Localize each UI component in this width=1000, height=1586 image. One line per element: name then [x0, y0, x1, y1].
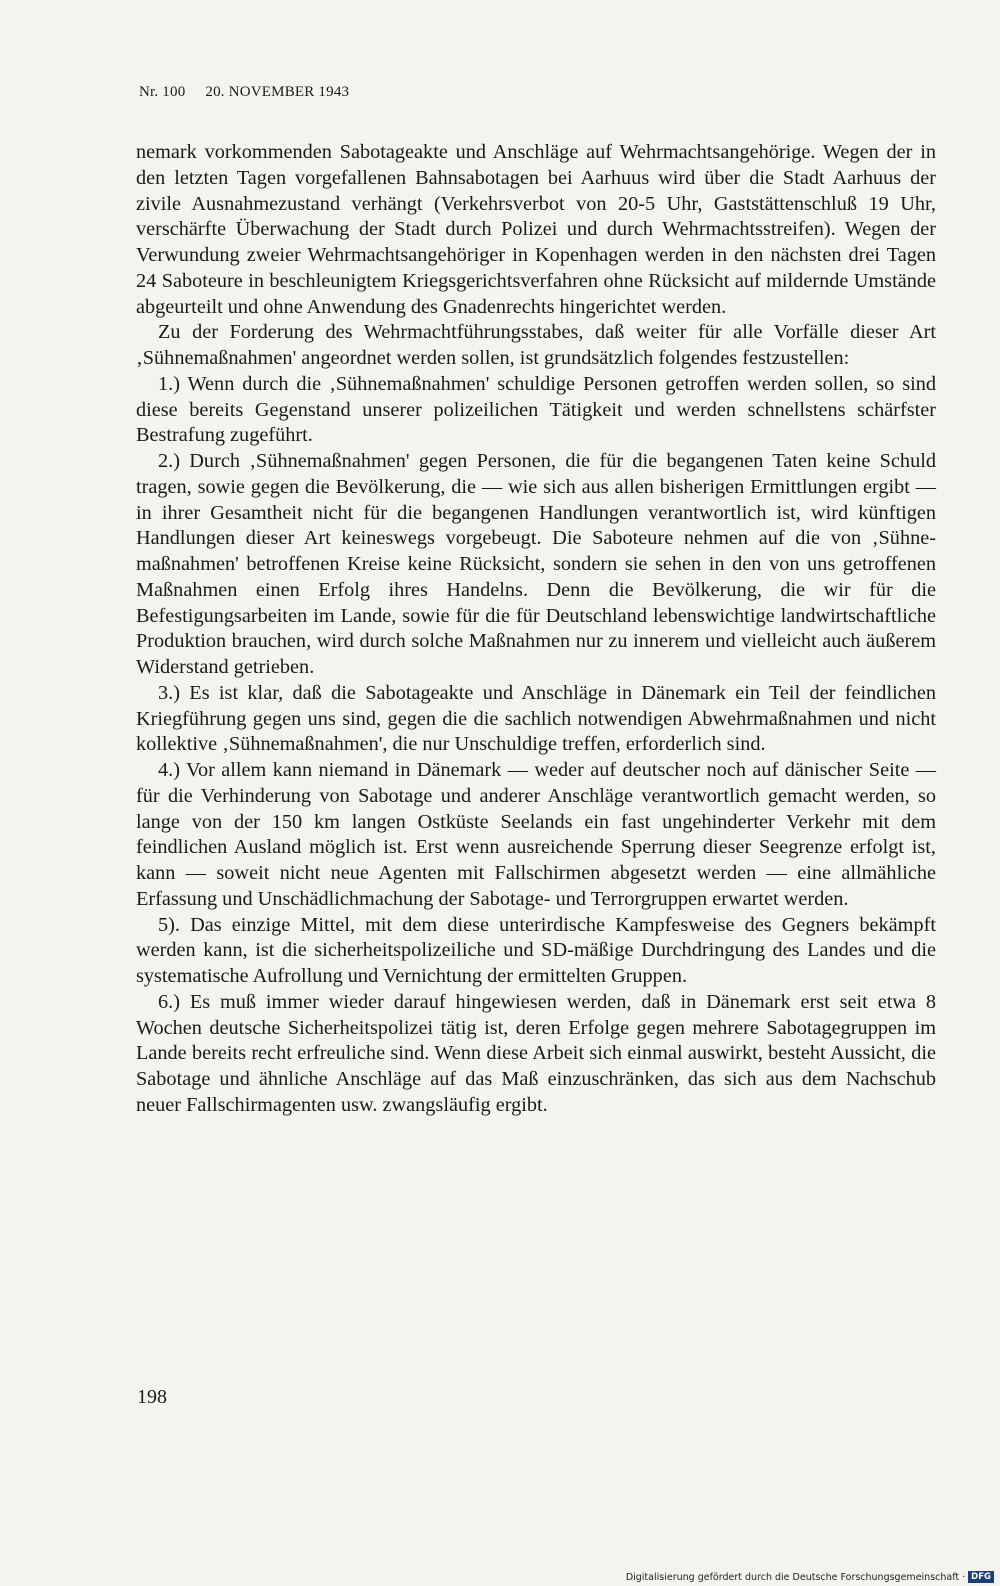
paragraph-intro: Zu der Forderung des Wehrmachtführungsstabes, daß weiter für alle Vorfälle dieser Art ‚Sühnemaßnahmen' angeordnet werden sollen, ist grundsätzlich folgendes festzustellen: [136, 321, 936, 369]
paragraph-point-1: 1.) Wenn durch die ‚Sühnemaßnahmen' schuldige Personen getroffen werden sollen, so sind diese bereits Gegenstand unserer polizeilichen Tätigkeit und werden schnellstens schärfster Bestrafung zugeführt. [136, 372, 936, 447]
dfg-logo-icon: DFG [968, 1571, 994, 1583]
paragraph-point-2: 2.) Durch ‚Sühnemaßnahmen' gegen Personen, die für die begangenen Taten keine Schuld tragen, sowie gegen die Bevölkerung, die — wie sich aus allen bisherigen Ermittlungen ergibt — in ihrer Gesamtheit nicht für die begangenen Handlungen verantwortlich ist, wird künftigen Handlungen dieser Art keineswegs vorgebeugt. Die Saboteure nehmen auf die von ‚Sühnemaßnahmen' betroffenen Kreise keine Rücksicht, sondern sie sehen in den von uns getroffenen Maßnahmen einen Erfolg ihres Handelns. Denn die Bevölkerung, die wir für die Befestigungsarbeiten im Lande, sowie für die für Deutschland lebenswichtige landwirtschaftliche Produktion brauchen, wird durch solche Maßnahmen nur zu innerem und vielleicht auch äußerem Widerstand getrieben. [136, 450, 936, 678]
page-number: 198 [137, 1386, 167, 1408]
digitization-footer [626, 1571, 994, 1583]
document-date: 20. NOVEMBER 1943 [205, 84, 350, 100]
document-number: Nr. 100 [139, 84, 186, 100]
footer-credit: Digitalisierung gefördert durch die Deutsche Forschungsgemeinschaft [625, 1571, 960, 1583]
body-text [136, 140, 936, 1119]
paragraph-point-6: 6.) Es muß immer wieder darauf hingewiesen werden, daß in Dänemark erst seit etwa 8 Wochen deutsche Sicherheitspolizei tätig ist, deren Erfolge gegen mehrere Sabotagegruppen im Lande bereits recht erfreuliche sind. Wenn diese Arbeit sich einmal auswirkt, besteht Aussicht, die Sabotage und ähnliche Anschläge auf das Maß einzuschränken, das sich aus dem Nachschub neuer Fallschirmagenten usw. zwangsläufig ergibt. [136, 990, 936, 1116]
paragraph-point-5: 5). Das einzige Mittel, mit dem diese unterirdische Kampfesweise des Gegners bekämpft werden kann, ist die sicherheitspolizeiliche und SD-mäßige Durchdringung des Landes und die systematische Aufrollung und Vernichtung der ermittelten Gruppen. [136, 913, 936, 987]
paragraph-continuation: nemark vorkommenden Sabotageakte und Anschläge auf Wehrmachtsangehörige. Wegen der in den letzten Tagen vorgefallenen Bahnsabotagen bei Aarhuus wird über die Stadt Aarhuus der zivile Ausnahmezustand verhängt (Verkehrsverbot von 20-5 Uhr, Gaststättenschluß 19 Uhr, verschärfte Überwachung der Stadt durch Polizei und durch Wehrmachtsstreifen). Wegen der Verwundung zweier Wehrmachtsangehöriger in Kopenhagen werden in den nächsten drei Tagen 24 Saboteure in beschleunigtem Kriegsgerichtsverfahren ohne Rücksicht auf mildernde Umstände abgeurteilt und ohne Anwendung des Gnadenrechts hingerichtet werden. [136, 141, 936, 318]
paragraph-point-4: 4.) Vor allem kann niemand in Dänemark — weder auf deutscher noch auf dänischer Seite — für die Verhinderung von Sabotage und anderer Anschläge verantwortlich gemacht werden, so lange von der 150 km langen Ostküste Seelands ein fast ungehinderter Verkehr mit dem feindlichen Ausland möglich ist. Erst wenn ausreichende Sperrung dieser Seegrenze erfolgt ist, kann — soweit nicht neue Agenten mit Fallschirmen abgesetzt werden — eine allmähliche Erfassung und Unschädlichmachung der Sabotage- und Terrorgruppen erwartet werden. [136, 759, 936, 910]
paragraph-point-3: 3.) Es ist klar, daß die Sabotageakte und Anschläge in Dänemark ein Teil der feindlichen Kriegführung gegen uns sind, gegen die die sachlich notwendigen Abwehrmaßnahmen und nicht kollektive ‚Sühnemaßnahmen', die nur Unschuldige treffen, erforderlich sind. [136, 681, 936, 756]
page-header [139, 84, 349, 101]
footer-separator: · [962, 1571, 966, 1583]
